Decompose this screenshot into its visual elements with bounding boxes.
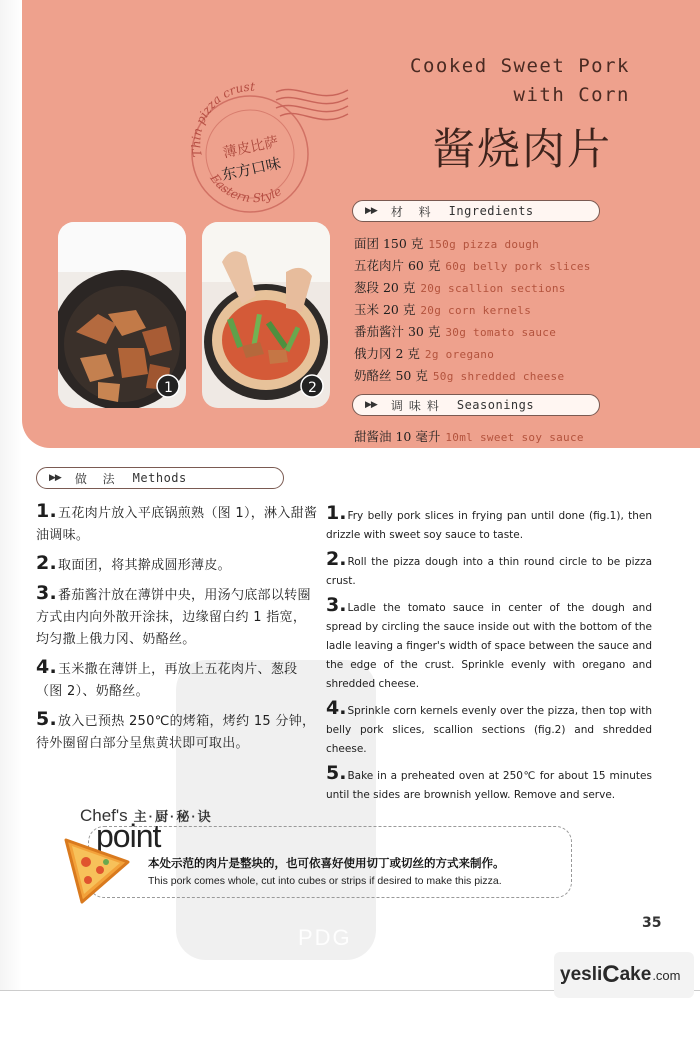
photo-frying-pork [58, 222, 186, 408]
ingredient-item [354, 255, 591, 277]
pizza-slice-icon [58, 832, 134, 908]
methods-title-en: Methods [132, 471, 187, 485]
step-number: 2. [326, 548, 347, 570]
seasoning-cn: 甜酱油 10 毫升 [354, 429, 441, 444]
page-number: 35 [642, 915, 662, 931]
step-text: 玉米撒在薄饼上，再放上五花肉片、葱段（图 2）、奶酪丝。 [36, 662, 298, 699]
step-cn [36, 582, 318, 651]
ingredients-list [354, 233, 591, 387]
title-en-line1: Cooked Sweet Pork [410, 55, 630, 77]
step-number: 4. [326, 697, 347, 719]
step-text: 放入已预热 250℃的烤箱，烤约 15 分钟，待外圈留白部分呈焦黄状即可取出。 [36, 714, 316, 751]
step-number: 1. [326, 502, 347, 524]
step-text: Ladle the tomato sauce in center of the dough and spread by circling the sauce inside out with the bottom of the ladle leaving a finger's width of space between the sauce and the edge of the crust. Sprinkle evenly with oregano and shredded cheese. [326, 602, 652, 690]
step-cn [36, 552, 318, 577]
stamp-arc-bottom: Eastern Style [207, 171, 284, 206]
step-en [326, 504, 652, 545]
step-text: Fry belly pork slices in frying pan until done (fig.1), then drizzle with sweet soy sauce to taste. [326, 510, 652, 541]
method-steps-en [326, 504, 652, 810]
ingredient-en: 30g tomato sauce [445, 326, 557, 339]
seasoning-en: 10ml sweet soy sauce [445, 431, 584, 444]
step-text: Roll the pizza dough into a thin round circle to be pizza crust. [326, 556, 652, 587]
ingredient-item [354, 343, 591, 365]
logo-chef-c: C [602, 961, 620, 988]
methods-header [36, 467, 284, 489]
step-en [326, 699, 652, 759]
ingredient-en: 60g belly pork slices [445, 260, 591, 273]
ingredient-en: 20g scallion sections [420, 282, 566, 295]
ingredient-item [354, 365, 591, 387]
point-word: point [96, 818, 161, 854]
step-text: Sprinkle corn kernels evenly over the pizza, then top with belly pork slices, scallion sections (fig.2) and shredded cheese. [326, 705, 652, 755]
stamp-arc-top: Thin pizza crust [189, 79, 255, 159]
chef-label-cn: 主·厨·秘·诀 [133, 809, 213, 824]
site-logo[interactable] [554, 952, 694, 998]
logo-part1: yesli [560, 964, 603, 985]
step-cn [36, 656, 318, 703]
postmark-stamp [180, 78, 350, 218]
ingredients-header [352, 200, 600, 222]
step-text: Bake in a preheated oven at 250℃ for about 15 minutes until the sides are brownish yellow. Remove and serve. [326, 770, 652, 801]
step-text: 番茄酱汁放在薄饼中央，用汤勺底部以转圈方式由内向外散开涂抹，边缘留白约 1 指宽，均匀撒上俄力冈、奶酪丝。 [36, 588, 311, 647]
logo-domain: .com [652, 967, 681, 983]
ingredient-en: 50g shredded cheese [432, 370, 565, 383]
step-number: 5. [326, 762, 347, 784]
photo2-badge: 2 [308, 380, 317, 396]
step-number: 3. [326, 594, 347, 616]
step-number: 2. [36, 552, 58, 574]
ingredient-cn: 面团 150 克 [354, 236, 424, 251]
ingredient-cn: 俄力冈 2 克 [354, 346, 420, 361]
step-text: 取面团，将其擀成圆形薄皮。 [58, 558, 231, 573]
step-number: 5. [36, 708, 58, 730]
ingredient-item [354, 233, 591, 255]
seasoning-item [354, 426, 584, 448]
ingredient-item [354, 321, 591, 343]
chef-tip-cn: 本处示范的肉片是整块的，也可依喜好使用切丁或切丝的方式来制作。 [148, 856, 505, 870]
step-en [326, 764, 652, 805]
title-en-line2: with Corn [513, 84, 630, 106]
ingredient-cn: 葱段 20 克 [354, 280, 416, 295]
ingredient-cn: 奶酪丝 50 克 [354, 368, 428, 383]
ingredient-cn: 玉米 20 克 [354, 302, 416, 317]
step-number: 3. [36, 582, 58, 604]
arrows-icon: ▶▶ [365, 400, 377, 410]
page-gutter [0, 0, 22, 990]
step-text: 五花肉片放入平底锅煎熟（图 1），淋入甜酱油调味。 [36, 506, 318, 543]
step-en [326, 596, 652, 694]
step-number: 4. [36, 656, 58, 678]
chef-tip-en: This pork comes whole, cut into cubes or strips if desired to make this pizza. [148, 875, 502, 887]
stamp-cn-line1: 薄皮比萨 [221, 134, 280, 162]
arrows-icon: ▶▶ [49, 473, 61, 483]
ingredients-title-cn: 材 料 [390, 204, 437, 219]
photo-topping-pizza [202, 222, 330, 408]
pdg-watermark: PDG [298, 925, 352, 950]
ingredient-item [354, 299, 591, 321]
ingredient-cn: 番茄酱汁 30 克 [354, 324, 441, 339]
arrows-icon: ▶▶ [365, 206, 377, 216]
seasonings-header [352, 394, 600, 416]
chinese-title: 酱烧肉片 [432, 125, 612, 175]
ingredient-en: 150g pizza dough [428, 238, 540, 251]
ingredient-en: 20g corn kernels [420, 304, 532, 317]
methods-title-cn: 做 法 [74, 471, 121, 486]
english-title [410, 52, 630, 110]
seasonings-title-en: Seasonings [456, 398, 535, 412]
ingredient-en: 2g oregano [424, 348, 495, 361]
ingredient-item [354, 277, 591, 299]
step-cn [36, 708, 318, 755]
method-steps-cn [36, 500, 318, 760]
photo1-badge: 1 [164, 380, 173, 396]
logo-part3: ake [619, 964, 652, 985]
step-en [326, 550, 652, 591]
chef-label-en: Chef's [80, 806, 128, 825]
ingredient-cn: 五花肉片 60 克 [354, 258, 441, 273]
step-cn [36, 500, 318, 547]
step-number: 1. [36, 500, 58, 522]
ingredients-title-en: Ingredients [448, 204, 534, 218]
stamp-cn-line2: 东方口味 [219, 154, 283, 185]
seasonings-title-cn: 调味料 [390, 398, 445, 413]
